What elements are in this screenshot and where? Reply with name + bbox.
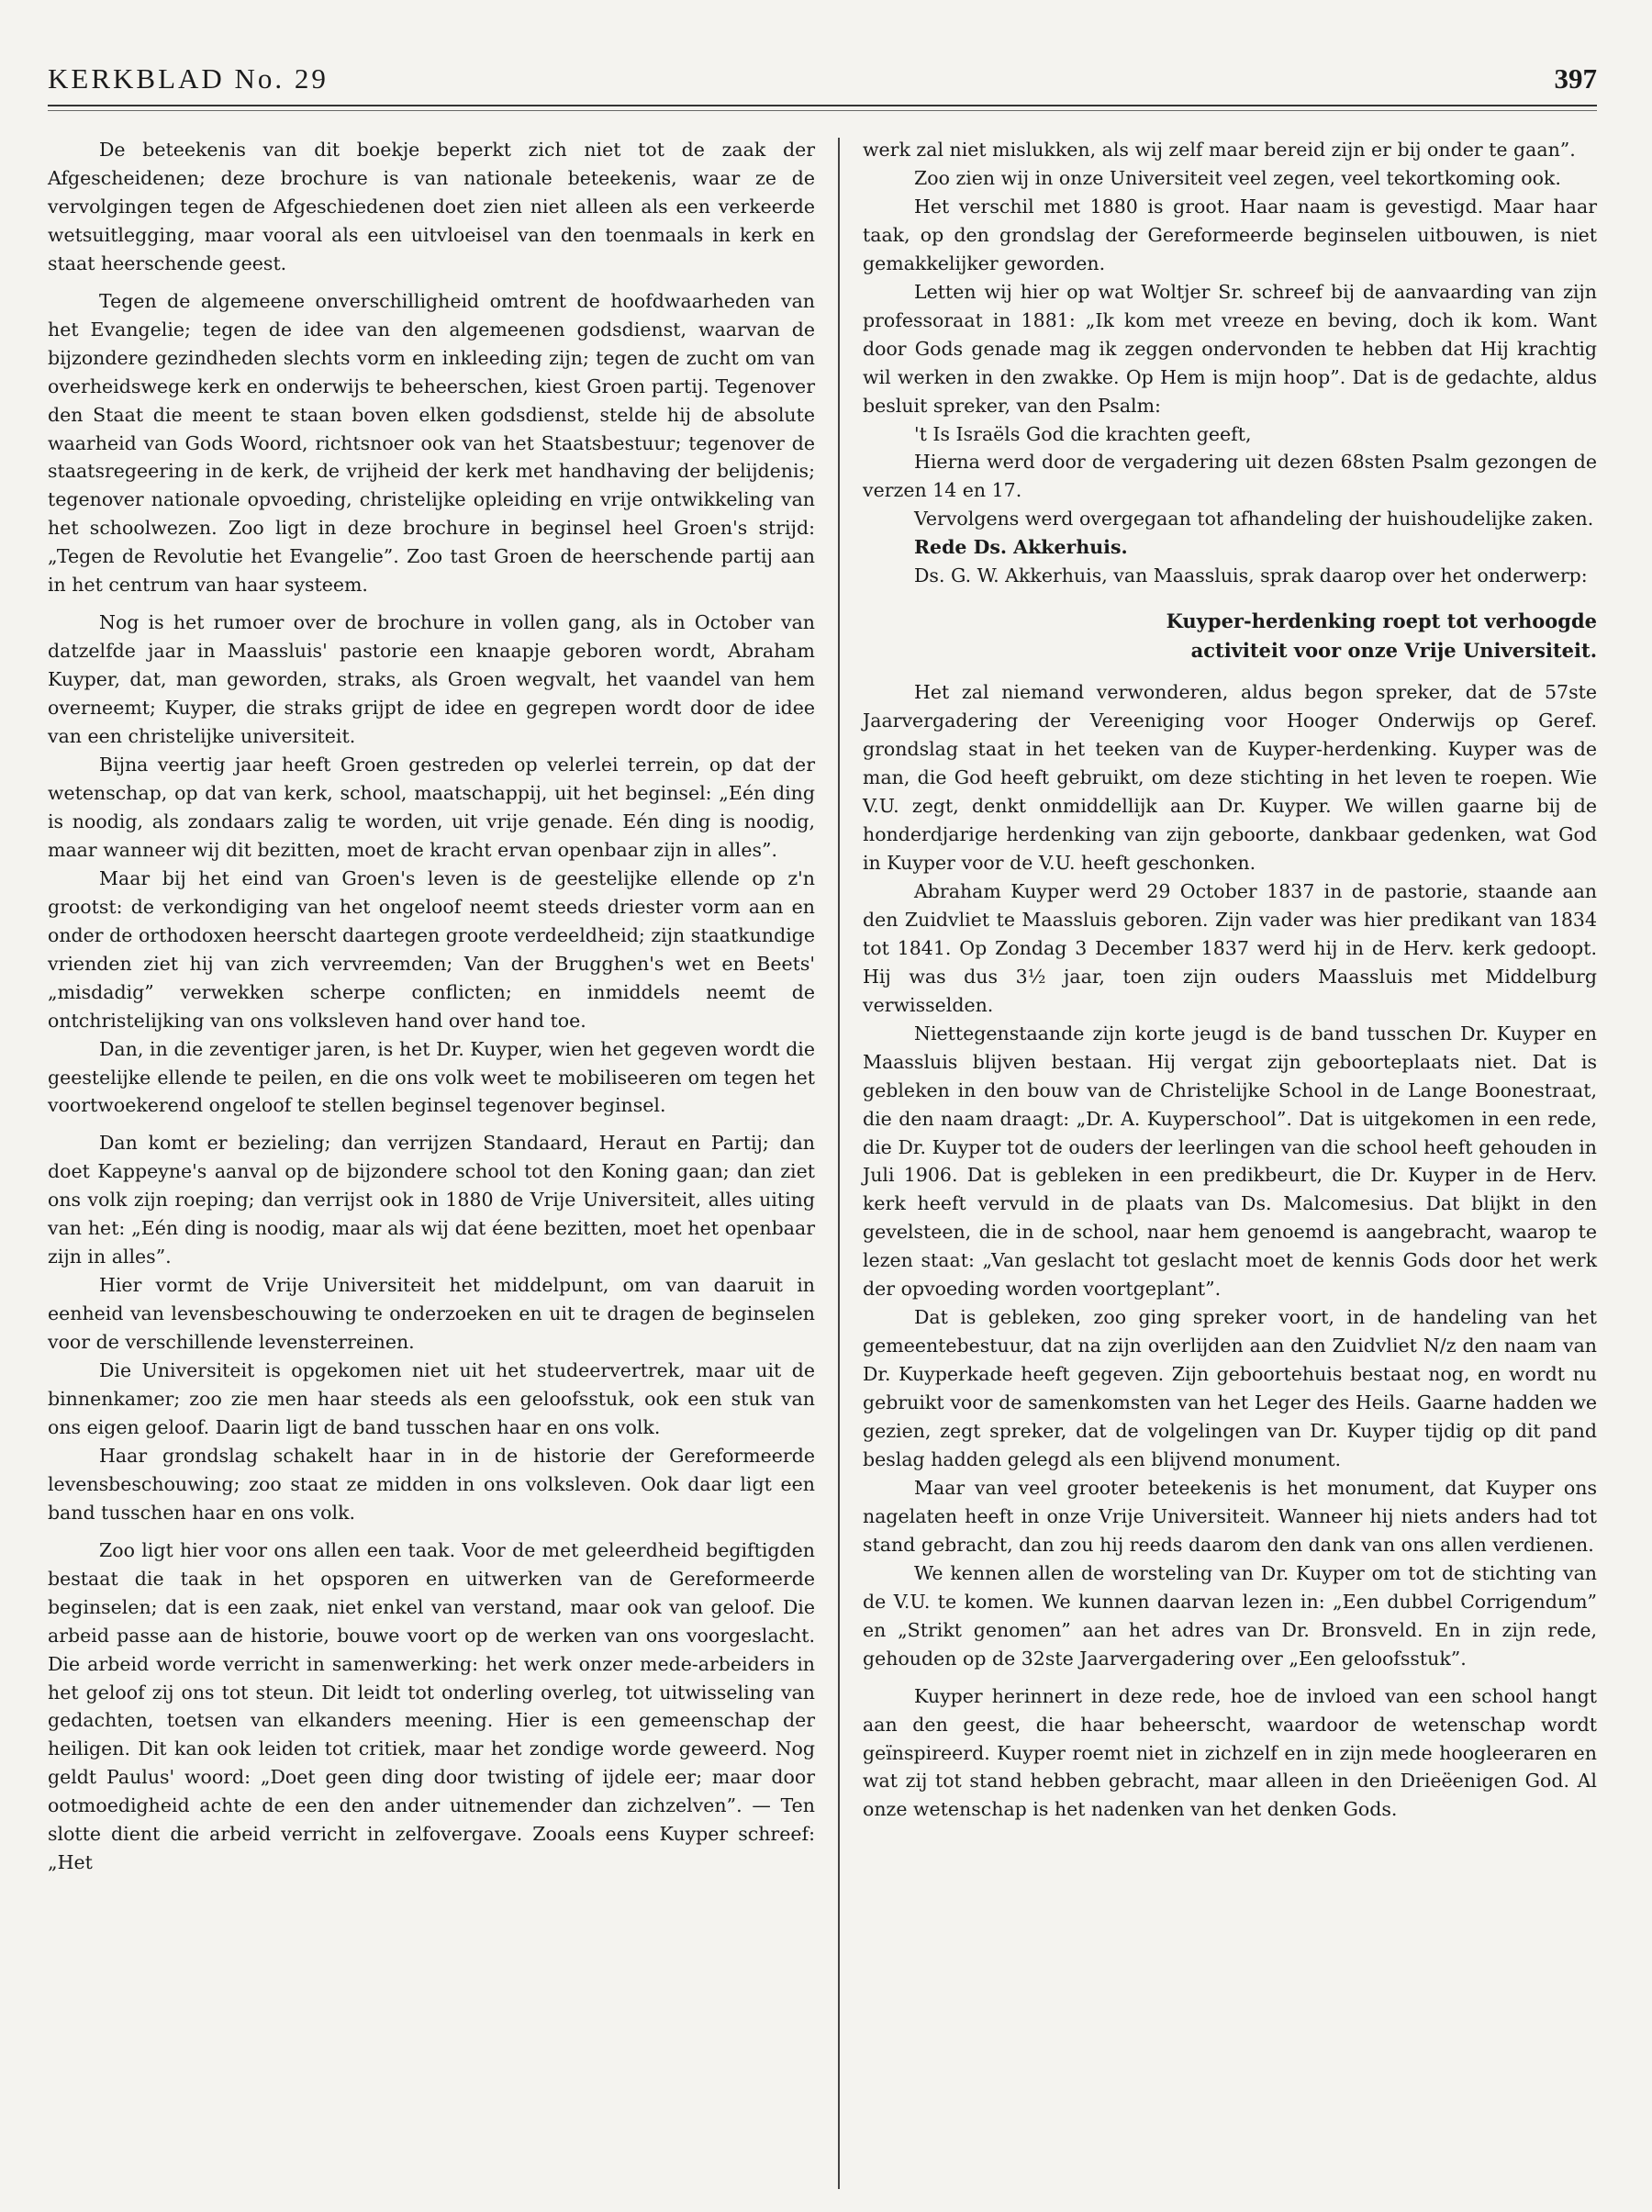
header-rule: [48, 105, 1597, 106]
left-column: [48, 136, 815, 1877]
subheading-line: activiteit voor onze Vrije Universiteit.: [1190, 639, 1597, 663]
paragraph: Dat is gebleken, zoo ging spreker voort, in de handeling van het gemeentebestuur, dat na zijn overlijden aan den Zuidvliet N/z den naam van Dr. Kuyperkade heeft gegeven. Zijn geboortehuis bestaat nog, en wordt nu gebruikt voor de samenkomsten van het Leger des Heils. Gaarne hadden we gezien, zegt spreker, dat de volgelingen van Dr. Kuyper tijdig op dit pand beslag hadden gelegd als een blijvend monument.: [863, 1306, 1597, 1470]
paragraph: De beteekenis van dit boekje beperkt zich niet tot de zaak der Afgescheidenen; deze brochure is van nationale beteekenis, waar ze de vervolgingen tegen de Afgeschiedenen doet zien niet alleen als een verkeerde wetsuitlegging, maar vooral als een uitvloeisel van den toenmaals in kerk en staat heerschende geest.: [48, 139, 815, 274]
page-header: [48, 62, 1597, 108]
paragraph: Maar van veel grooter beteekenis is het monument, dat Kuyper ons nagelaten heeft in onze Vrije Universiteit. Wanneer hij niets anders had tot stand gebracht, dan zou hij reeds daarom den dank van ons allen verdienen.: [863, 1476, 1597, 1556]
paragraph: Bijna veertig jaar heeft Groen gestreden op velerlei terrein, op dat der wetenschap, op dat van kerk, school, maatschappij, uit het beginsel: „Eén ding is noodig, als zondaars zalig te worden, uit vrije genade. Eén ding is noodig, maar wanneer wij dit bezitten, moet de kracht ervan openbaar zijn in alles”.: [48, 754, 815, 861]
paragraph: Letten wij hier op wat Woltjer Sr. schreef bij de aanvaarding van zijn professoraat in 1881: „Ik kom met vreeze en beving, doch ik kom. Want door Gods genade mag ik zeggen ondervonden te hebben dat Hij krachtig wil werken in den zwakke. Op Hem is mijn hoop”. Dat is de gedachte, aldus besluit spreker, van den Psalm:: [863, 280, 1597, 417]
paragraph: Zoo ligt hier voor ons allen een taak. Voor de met geleerdheid begiftigden bestaat die taak in het opsporen en uitwerken van de Gereformeerde beginselen; dat is een zaak, niet enkel van verstand, maar ook van geloof. Die arbeid passe aan de historie, bouwe voort op de werken van ons voorgeslacht. Die arbeid worde verricht in samenwerking: het werk onzer mede-arbeiders in het geloof zij ons tot steun. Dit leidt tot onderling overleg, tot uitwisseling van gedachten, toetsen van elkanders meening. Hier is een gemeenschap der heiligen. Dit kan ook leiden tot critiek, maar het zondige worde geweerd. Nog geldt Paulus' woord: „Doet geen ding door twisting of ijdele eer; maar door ootmoedigheid achte de een den ander uitnemender dan zichzelven”. — Ten slotte dient die arbeid verricht in zelfovergave. Zooals eens Kuyper schreef: „Het: [48, 1538, 815, 1874]
paragraph: We kennen allen de worsteling van Dr. Kuyper om tot de stichting van de V.U. te komen. We kunnen daarvan lezen in: „Een dubbel Corrigendum” en „Strikt genomen” aan het adres van Dr. Bronsveld. En in zijn rede, gehouden op de 32ste Jaarvergadering over „Een geloofsstuk”.: [863, 1561, 1597, 1670]
paragraph: Abraham Kuyper werd 29 October 1837 in de pastorie, staande aan den Zuidvliet te Maassluis geboren. Zijn vader was hier predikant van 1834 tot 1841. Op Zondag 3 December 1837 werd hij in de Herv. kerk gedoopt. Hij was dus 3½ jaar, toen zijn ouders Maassluis met Middelburg verwisselden.: [863, 879, 1597, 1016]
paragraph: Zoo zien wij in onze Universiteit veel zegen, veel tekortkoming ook.: [914, 166, 1561, 189]
psalm-line: 't Is Israëls God die krachten geeft,: [914, 422, 1252, 445]
right-column: [863, 136, 1597, 1824]
paragraph: Dan, in die zeventiger jaren, is het Dr. Kuyper, wien het gegeven wordt die geestelijke ellende te peilen, en die ons volk weet te mobiliseeren om tegen het voortwoekerend ongeloof te stellen beginsel tegenover beginsel.: [48, 1037, 815, 1117]
paragraph: Die Universiteit is opgekomen niet uit het studeervertrek, maar uit de binnenkamer; zoo zie men haar steeds als een geloofsstuk, ook een stuk van ons eigen geloof. Daarin ligt de band tusschen haar en ons volk.: [48, 1359, 815, 1438]
paragraph: Ds. G. W. Akkerhuis, van Maassluis, sprak daarop over het onderwerp:: [914, 564, 1588, 587]
paragraph: Het zal niemand verwonderen, aldus begon spreker, dat de 57ste Jaarvergadering der Vereeniging voor Hooger Onderwijs op Geref. grondslag staat in het teeken van de Kuyper-herdenking. Kuyper was de man, die God heeft gebruikt, om deze stichting in het leven te roepen. Wie V.U. zegt, denkt onmiddellijk aan Dr. Kuyper. We willen gaarne bij de honderdjarige herdenking van zijn geboorte, dankbaar gedenken, wat God in Kuyper voor de V.U. heeft geschonken.: [863, 681, 1597, 874]
column-divider: [838, 138, 840, 2189]
header-rule-thin: [48, 110, 1597, 111]
paragraph: Hierna werd door de vergadering uit dezen 68sten Psalm gezongen de verzen 14 en 17.: [863, 451, 1597, 502]
paragraph: Vervolgens werd overgegaan tot afhandeling der huishoudelijke zaken.: [914, 508, 1594, 531]
paragraph: Maar bij het eind van Groen's leven is de geestelijke ellende op z'n grootst: de verkondiging van het ongeloof neemt steeds driester vorm aan en onder de orthodoxen heerscht daartegen groote verdeeldheid; zijn staatkundige vrienden ziet hij van zich vervreemden; Van der Brugghen's wet en Beets' „misdadig” verwekken scherpe conflicten; en inmiddels neemt de ontchristelijking van ons volksleven hand over hand toe.: [48, 866, 815, 1032]
paragraph: Dan komt er bezieling; dan verrijzen Standaard, Heraut en Partij; dan doet Kappeyne's aanval op de bijzondere school tot den Koning gaan; dan ziet ons volk zijn roeping; dan verrijst ook in 1880 de Vrije Universiteit, alles uiting van het: „Eén ding is noodig, maar als wij dat éene bezitten, moet het openbaar zijn in alles”.: [48, 1132, 815, 1268]
paragraph: Haar grondslag schakelt haar in in de historie der Gereformeerde levensbeschouwing; zoo staat ze midden in ons volksleven. Ook daar ligt een band tusschen haar en ons volk.: [48, 1444, 815, 1524]
paragraph: Niettegenstaande zijn korte jeugd is de band tusschen Dr. Kuyper en Maassluis blijven bestaan. Hij vergat zijn geboorteplaats niet. Dat is gebleken in den bouw van de Christelijke School in de Lange Boonestraat, die den naam draagt: „Dr. A. Kuyperschool”. Dat is uitgekomen in een rede, die Dr. Kuyper tot de ouders der leerlingen van die school heeft gehouden in Juli 1906. Dat is gebleken in een predikbeurt, die Dr. Kuyper in de Herv. kerk heeft vervuld in de plaats van Ds. Malcomesius. Dat blijkt in den gevelsteen, die in de school, naar hem genoemd is aangebracht, waarop te lezen staat: „Van geslacht tot geslacht moet de kennis Gods door het werk der opvoeding worden voortgeplant”.: [863, 1022, 1597, 1301]
publication-title: KERKBLAD No. 29: [48, 62, 329, 95]
section-title: Rede Ds. Akkerhuis.: [914, 536, 1128, 559]
paragraph: werk zal niet mislukken, als wij zelf maar bereid zijn er bij onder te gaan”.: [863, 139, 1576, 161]
subheading-line: Kuyper-herdenking roept tot verhoogde: [1166, 609, 1597, 633]
paragraph: Hier vormt de Vrije Universiteit het middelpunt, om van daaruit in eenheid van levensbeschouwing te onderzoeken en uit te dragen de beginselen voor de verschillende levensterreinen.: [48, 1274, 815, 1354]
paragraph: Kuyper herinnert in deze rede, hoe de invloed van een school hangt aan den geest, die haar beheerscht, waardoor de wetenschap wordt geïnspireerd. Kuyper roemt niet in zichzelf en in zijn mede hoogleeraren en wat zij tot stand hebben gebracht, maar alleen in den Drieëenigen God. Al onze wetenschap is het nadenken van het denken Gods.: [863, 1684, 1597, 1821]
paragraph: Het verschil met 1880 is groot. Haar naam is gevestigd. Maar haar taak, op den grondslag der Gereformeerde beginselen uitbouwen, is niet gemakkelijker geworden.: [863, 195, 1597, 274]
page-number: 397: [1554, 62, 1597, 95]
speech-subheading: [863, 607, 1597, 665]
paragraph: Nog is het rumoer over de brochure in vollen gang, als in October van datzelfde jaar in Maassluis' pastorie een knaapje geboren wordt, Abraham Kuyper, dat, man geworden, straks, als Groen wegvalt, het vaandel van hem overneemt; Kuyper, die straks grijpt de idee en gegrepen wordt door de idee van een christelijke universiteit.: [48, 611, 815, 748]
paragraph: Tegen de algemeene onverschilligheid omtrent de hoofdwaarheden van het Evangelie; tegen de idee van den algemeenen godsdienst, waarvan de bijzondere gezindheden slechts vorm en inkleeding zijn; tegen de zucht om van overheidswege kerk en onderwijs te beheerschen, kiest Groen partij. Tegenover den Staat die meent te staan boven elken godsdienst, stelde hij de absolute waarheid van Gods Woord, richtsnoer ook van het Staatsbestuur; tegenover de staatsregeering in de kerk, de vrijheid der kerk met handhaving der belijdenis; tegenover nationale opvoeding, christelijke opleiding en vrije ontwikkeling van het schoolwezen. Zoo ligt in deze brochure in beginsel heel Groen's strijd: „Tegen de Revolutie het Evangelie”. Zoo tast Groen de heerschende partij aan in het centrum van haar systeem.: [48, 289, 815, 597]
